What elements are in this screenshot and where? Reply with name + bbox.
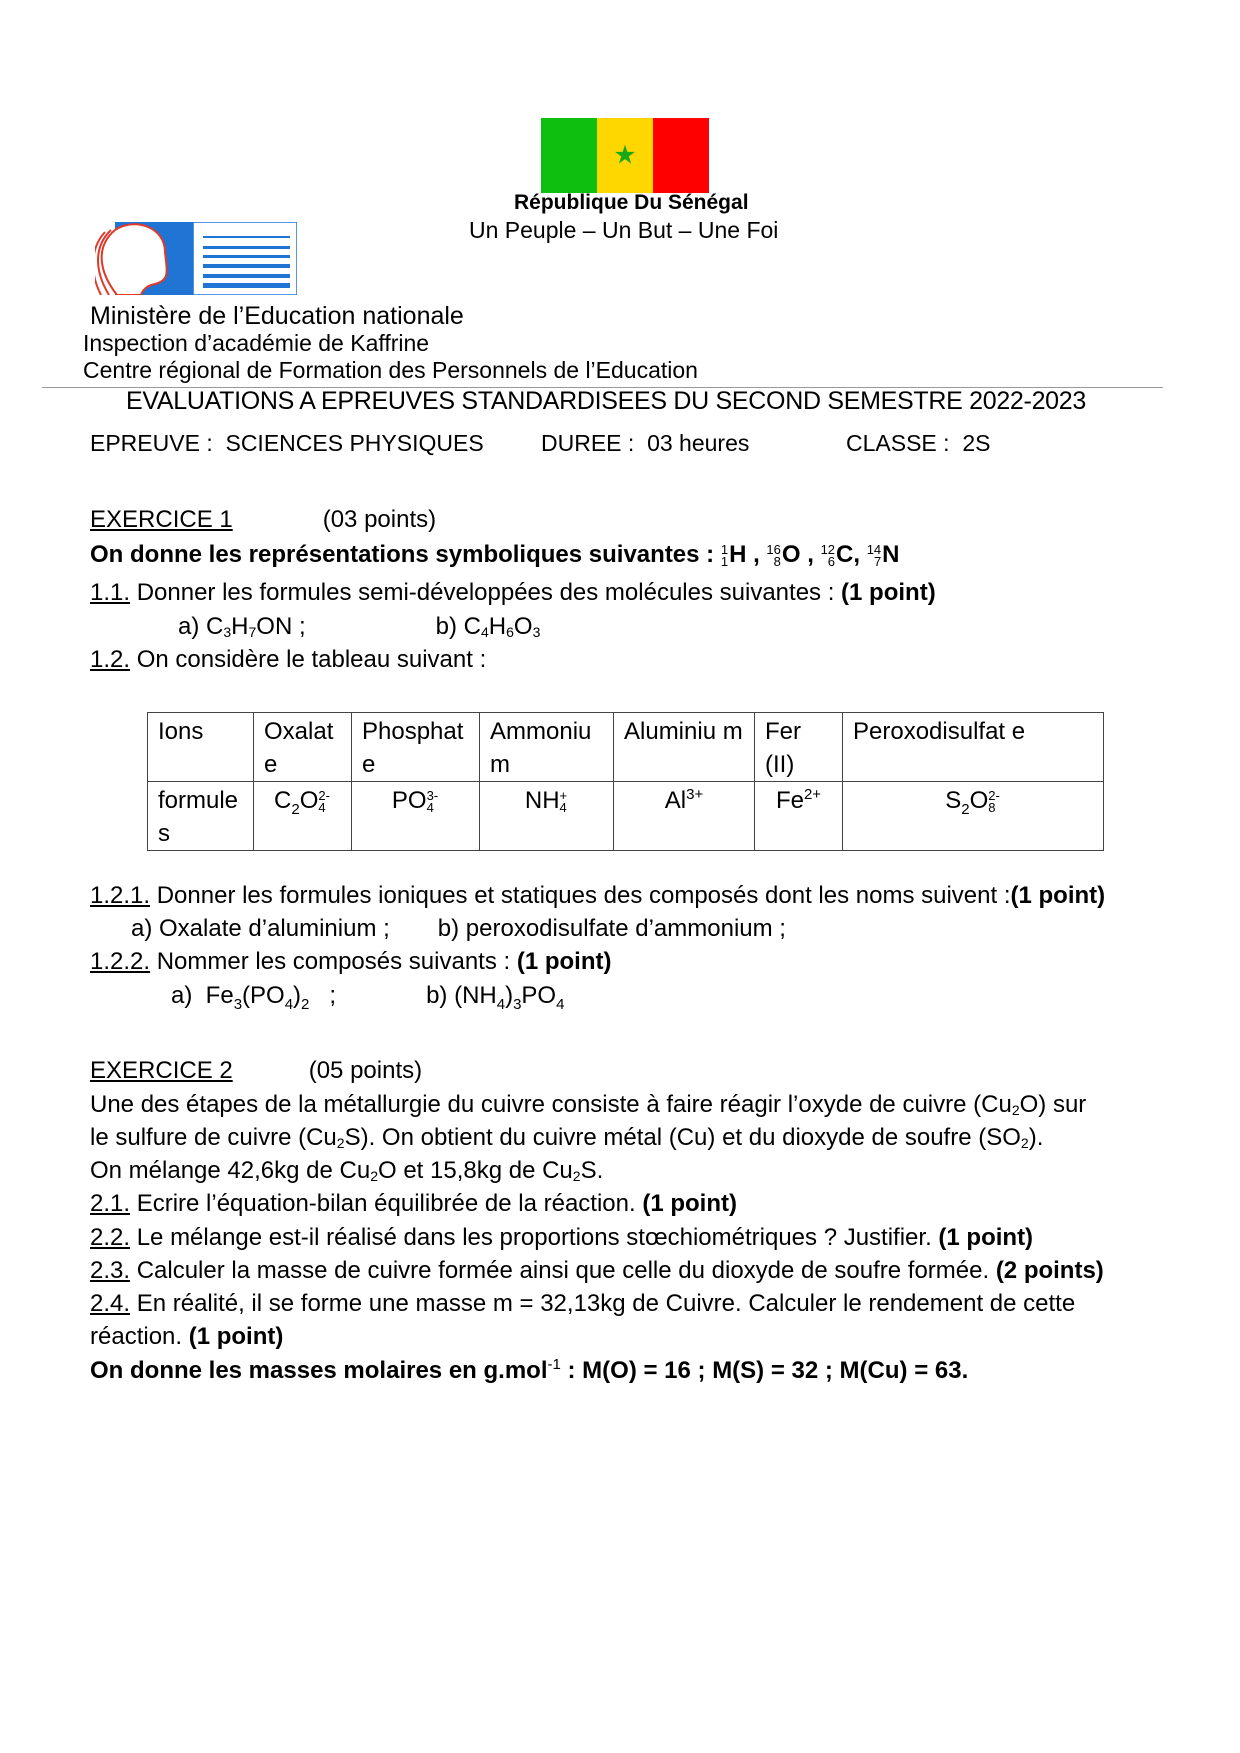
- subscript: 6: [506, 624, 514, 640]
- text-run: Une des étapes de la métallurgie du cuivre consiste à faire réagir l’oxyde de cuivre (Cu: [90, 1091, 1012, 1118]
- text-run: (1 point): [188, 1323, 284, 1350]
- ex2-p2: [90, 1123, 1043, 1158]
- text-run: En réalité, il se forme une masse m = 32,13kg de Cuivre. Calculer le rendement de cette: [130, 1290, 1076, 1317]
- text-run: H: [488, 613, 507, 640]
- republic-label: République Du Sénégal: [514, 191, 749, 214]
- flag-red-band: [653, 118, 709, 193]
- subscript: 8: [988, 799, 996, 815]
- subscript: 2: [1020, 1135, 1029, 1151]
- mass-number: 1: [720, 541, 729, 557]
- q2-1: [90, 1189, 737, 1219]
- subscript: 2: [370, 1168, 378, 1184]
- subscript: 7: [248, 624, 257, 640]
- isotope-numbers: [820, 541, 836, 569]
- inspection-name: Inspection d’académie de Kaffrine: [83, 330, 430, 356]
- text-run: (03 points): [322, 506, 437, 533]
- text-run: O: [513, 613, 533, 640]
- text-run: (PO: [242, 982, 285, 1009]
- text-run: 2.3.: [90, 1257, 131, 1284]
- subscript: 3: [513, 995, 522, 1013]
- text-run: (05 points): [308, 1057, 423, 1084]
- ex1-title: [90, 505, 436, 535]
- mass-number: 12: [820, 541, 836, 557]
- table-cell: Peroxodisulfat e: [843, 713, 1104, 782]
- text-run: On donne les masses molaires en g.mol: [90, 1357, 548, 1384]
- subscript: 2: [291, 800, 300, 818]
- text-run: 1.2.1.: [90, 882, 151, 909]
- formula-cell: [352, 782, 480, 851]
- text-run: 2.2.: [90, 1224, 131, 1251]
- class-label: CLASSE : 2S: [846, 430, 991, 456]
- charge-index: [318, 787, 330, 815]
- text-run: a) C: [178, 613, 224, 640]
- atomic-number: 7: [873, 553, 882, 569]
- text-run: 2.4.: [90, 1290, 131, 1317]
- text-run: O ,: [781, 541, 821, 568]
- molar-masses: [90, 1356, 968, 1386]
- q1-1: [90, 578, 936, 608]
- table-cell: Oxalat e: [254, 713, 352, 782]
- subscript: 4: [480, 624, 489, 640]
- subscript: 4: [318, 799, 326, 815]
- senegal-flag: [541, 118, 709, 193]
- text-run: (1 point): [1010, 882, 1106, 909]
- isotope-numbers: [866, 541, 882, 569]
- subscript: 4: [496, 995, 506, 1013]
- text-run: b) C: [435, 613, 481, 640]
- text-run: 1.1.: [90, 579, 131, 606]
- text-run: b) peroxodisulfate d’ammonium ;: [437, 915, 786, 942]
- text-run: Calculer la masse de cuivre formée ainsi que celle du dioxyde de soufre formée.: [130, 1257, 996, 1284]
- text-run: S.: [580, 1157, 604, 1184]
- text-run: Le mélange est-il réalisé dans les proportions stœchiométriques ? Justifier.: [130, 1224, 939, 1251]
- text-run: 1.2.: [90, 646, 131, 673]
- ions-table: [147, 712, 1104, 851]
- subscript: 2: [301, 995, 310, 1013]
- subscript: 4: [556, 995, 565, 1013]
- subscript: 2: [1011, 1102, 1020, 1118]
- text-run: 2.1.: [90, 1190, 131, 1217]
- text-run: S). On obtient du cuivre métal (Cu) et du dioxyde de soufre (SO: [344, 1124, 1021, 1151]
- text-run: O: [299, 787, 319, 814]
- text-run: H: [231, 613, 249, 640]
- star-icon: ★: [613, 138, 637, 169]
- ex2-p1: [90, 1090, 1086, 1125]
- text-run: O) sur: [1019, 1091, 1087, 1118]
- text-run: Al: [664, 787, 687, 814]
- text-run: ): [505, 982, 514, 1009]
- formula-cell: [614, 782, 755, 851]
- table-formula-row: [148, 782, 1104, 851]
- table-cell: Phosphat e: [352, 713, 480, 782]
- subject-label: EPREUVE : SCIENCES PHYSIQUES: [90, 430, 484, 456]
- table-cell: Fer (II): [755, 713, 843, 782]
- table-header-row: [148, 713, 1104, 782]
- text-run: (1 point): [516, 948, 612, 975]
- text-run: Nommer les composés suivants :: [150, 948, 517, 975]
- superscript: 3-: [426, 787, 439, 803]
- text-run: Fe: [775, 787, 804, 814]
- subscript: 4: [284, 995, 294, 1013]
- table-cell: Ions: [148, 713, 254, 782]
- subscript: 3: [532, 624, 541, 640]
- subscript: 4: [426, 799, 434, 815]
- text-run: b) (NH: [426, 982, 497, 1009]
- superscript: 2-: [988, 787, 1000, 803]
- superscript: -1: [547, 1356, 561, 1373]
- ministry-logo: [95, 222, 297, 295]
- formula-cell: [480, 782, 614, 851]
- text-run: Donner les formules ioniques et statiques des composés dont les noms suivent :: [150, 882, 1011, 909]
- table-cell: formule s: [148, 782, 254, 851]
- text-run: Ecrire l’équation-bilan équilibrée de la réaction.: [130, 1190, 643, 1217]
- superscript: 2-: [318, 787, 330, 803]
- mass-number: 16: [766, 541, 781, 557]
- atomic-number: 6: [827, 553, 836, 569]
- text-run: ;: [309, 982, 337, 1009]
- ex2-title: [90, 1056, 422, 1086]
- mass-number: 14: [866, 541, 882, 557]
- charge-index: [426, 787, 439, 815]
- text-run: ): [293, 982, 302, 1009]
- text-run: ).: [1028, 1124, 1044, 1151]
- duration-label: DUREE : 03 heures: [541, 430, 750, 456]
- evaluation-title: EVALUATIONS A EPREUVES STANDARDISEES DU SECOND SEMESTRE 2022-2023: [126, 387, 1086, 415]
- text-run: On mélange 42,6kg de Cu: [90, 1157, 371, 1184]
- subscript: 2: [572, 1168, 581, 1184]
- text-run: NH: [524, 787, 560, 814]
- text-run: (1 point): [642, 1190, 737, 1217]
- text-run: (1 point): [938, 1224, 1034, 1251]
- text-run: a) Oxalate d’aluminium ;: [131, 915, 390, 942]
- formula-cell: [843, 782, 1104, 851]
- atomic-number: 1: [720, 553, 729, 569]
- subscript: 2: [961, 800, 970, 818]
- q1-2-2-items: [171, 981, 564, 1011]
- charge-index: [988, 787, 1000, 815]
- text-run: O et 15,8kg de Cu: [377, 1157, 573, 1184]
- subscript: 2: [336, 1135, 345, 1151]
- subscript: 3: [233, 995, 243, 1013]
- centre-name: Centre régional de Formation des Personnels de l’Education: [83, 357, 698, 383]
- q2-3: [90, 1256, 1104, 1286]
- atomic-number: 8: [773, 553, 781, 569]
- formula-cell: [254, 782, 352, 851]
- superscript: 3+: [686, 786, 704, 803]
- text-run: C,: [836, 541, 867, 568]
- text-run: : M(O) = 16 ; M(S) = 32 ; M(Cu) = 63.: [560, 1357, 969, 1384]
- isotope-numbers: [766, 541, 781, 569]
- subscript: 4: [559, 799, 567, 815]
- superscript: 2+: [803, 786, 822, 803]
- national-motto: Un Peuple – Un But – Une Foi: [469, 217, 779, 243]
- charge-index: [559, 787, 568, 815]
- ex2-p3: [90, 1156, 603, 1191]
- text-run: PO: [521, 982, 557, 1009]
- q1-2-1: [90, 881, 1105, 911]
- text-run: O: [969, 787, 989, 814]
- flag-green-band: [541, 118, 597, 193]
- text-run: réaction.: [90, 1323, 189, 1350]
- text-run: le sulfure de cuivre (Cu: [90, 1124, 337, 1151]
- q2-2: [90, 1223, 1033, 1253]
- text-run: PO: [391, 787, 427, 814]
- text-run: EXERCICE 2: [90, 1057, 233, 1084]
- q1-2: [90, 645, 486, 675]
- text-run: C: [274, 787, 292, 814]
- text-run: Donner les formules semi-développées des molécules suivantes :: [130, 579, 842, 606]
- formula-cell: [755, 782, 843, 851]
- subscript: 3: [223, 624, 232, 640]
- text-run: ON ;: [256, 613, 306, 640]
- text-run: S: [945, 787, 962, 814]
- q2-4b: [90, 1322, 283, 1352]
- text-run: On donne les représentations symboliques suivantes :: [90, 541, 721, 568]
- text-run: a) Fe: [171, 982, 234, 1009]
- text-run: N: [882, 541, 900, 568]
- text-run: (1 point): [841, 579, 936, 606]
- table-cell: Aluminiu m: [614, 713, 755, 782]
- table-cell: Ammoniu m: [480, 713, 614, 782]
- text-run: H ,: [729, 541, 767, 568]
- flag-yellow-band: [597, 118, 653, 193]
- text-run: On considère le tableau suivant :: [130, 646, 487, 673]
- text-run: EXERCICE 1: [90, 506, 233, 533]
- isotope-numbers: [720, 541, 729, 569]
- text-run: 1.2.2.: [90, 948, 151, 975]
- q1-1-mol: [178, 612, 540, 647]
- ministry-name: Ministère de l’Education nationale: [90, 302, 464, 330]
- q1-2-1-items: [131, 914, 786, 944]
- text-run: (2 points): [995, 1257, 1104, 1284]
- q1-2-2: [90, 947, 611, 977]
- ex1-intro: [90, 540, 900, 570]
- superscript: +: [559, 787, 568, 803]
- q2-4: [90, 1289, 1075, 1319]
